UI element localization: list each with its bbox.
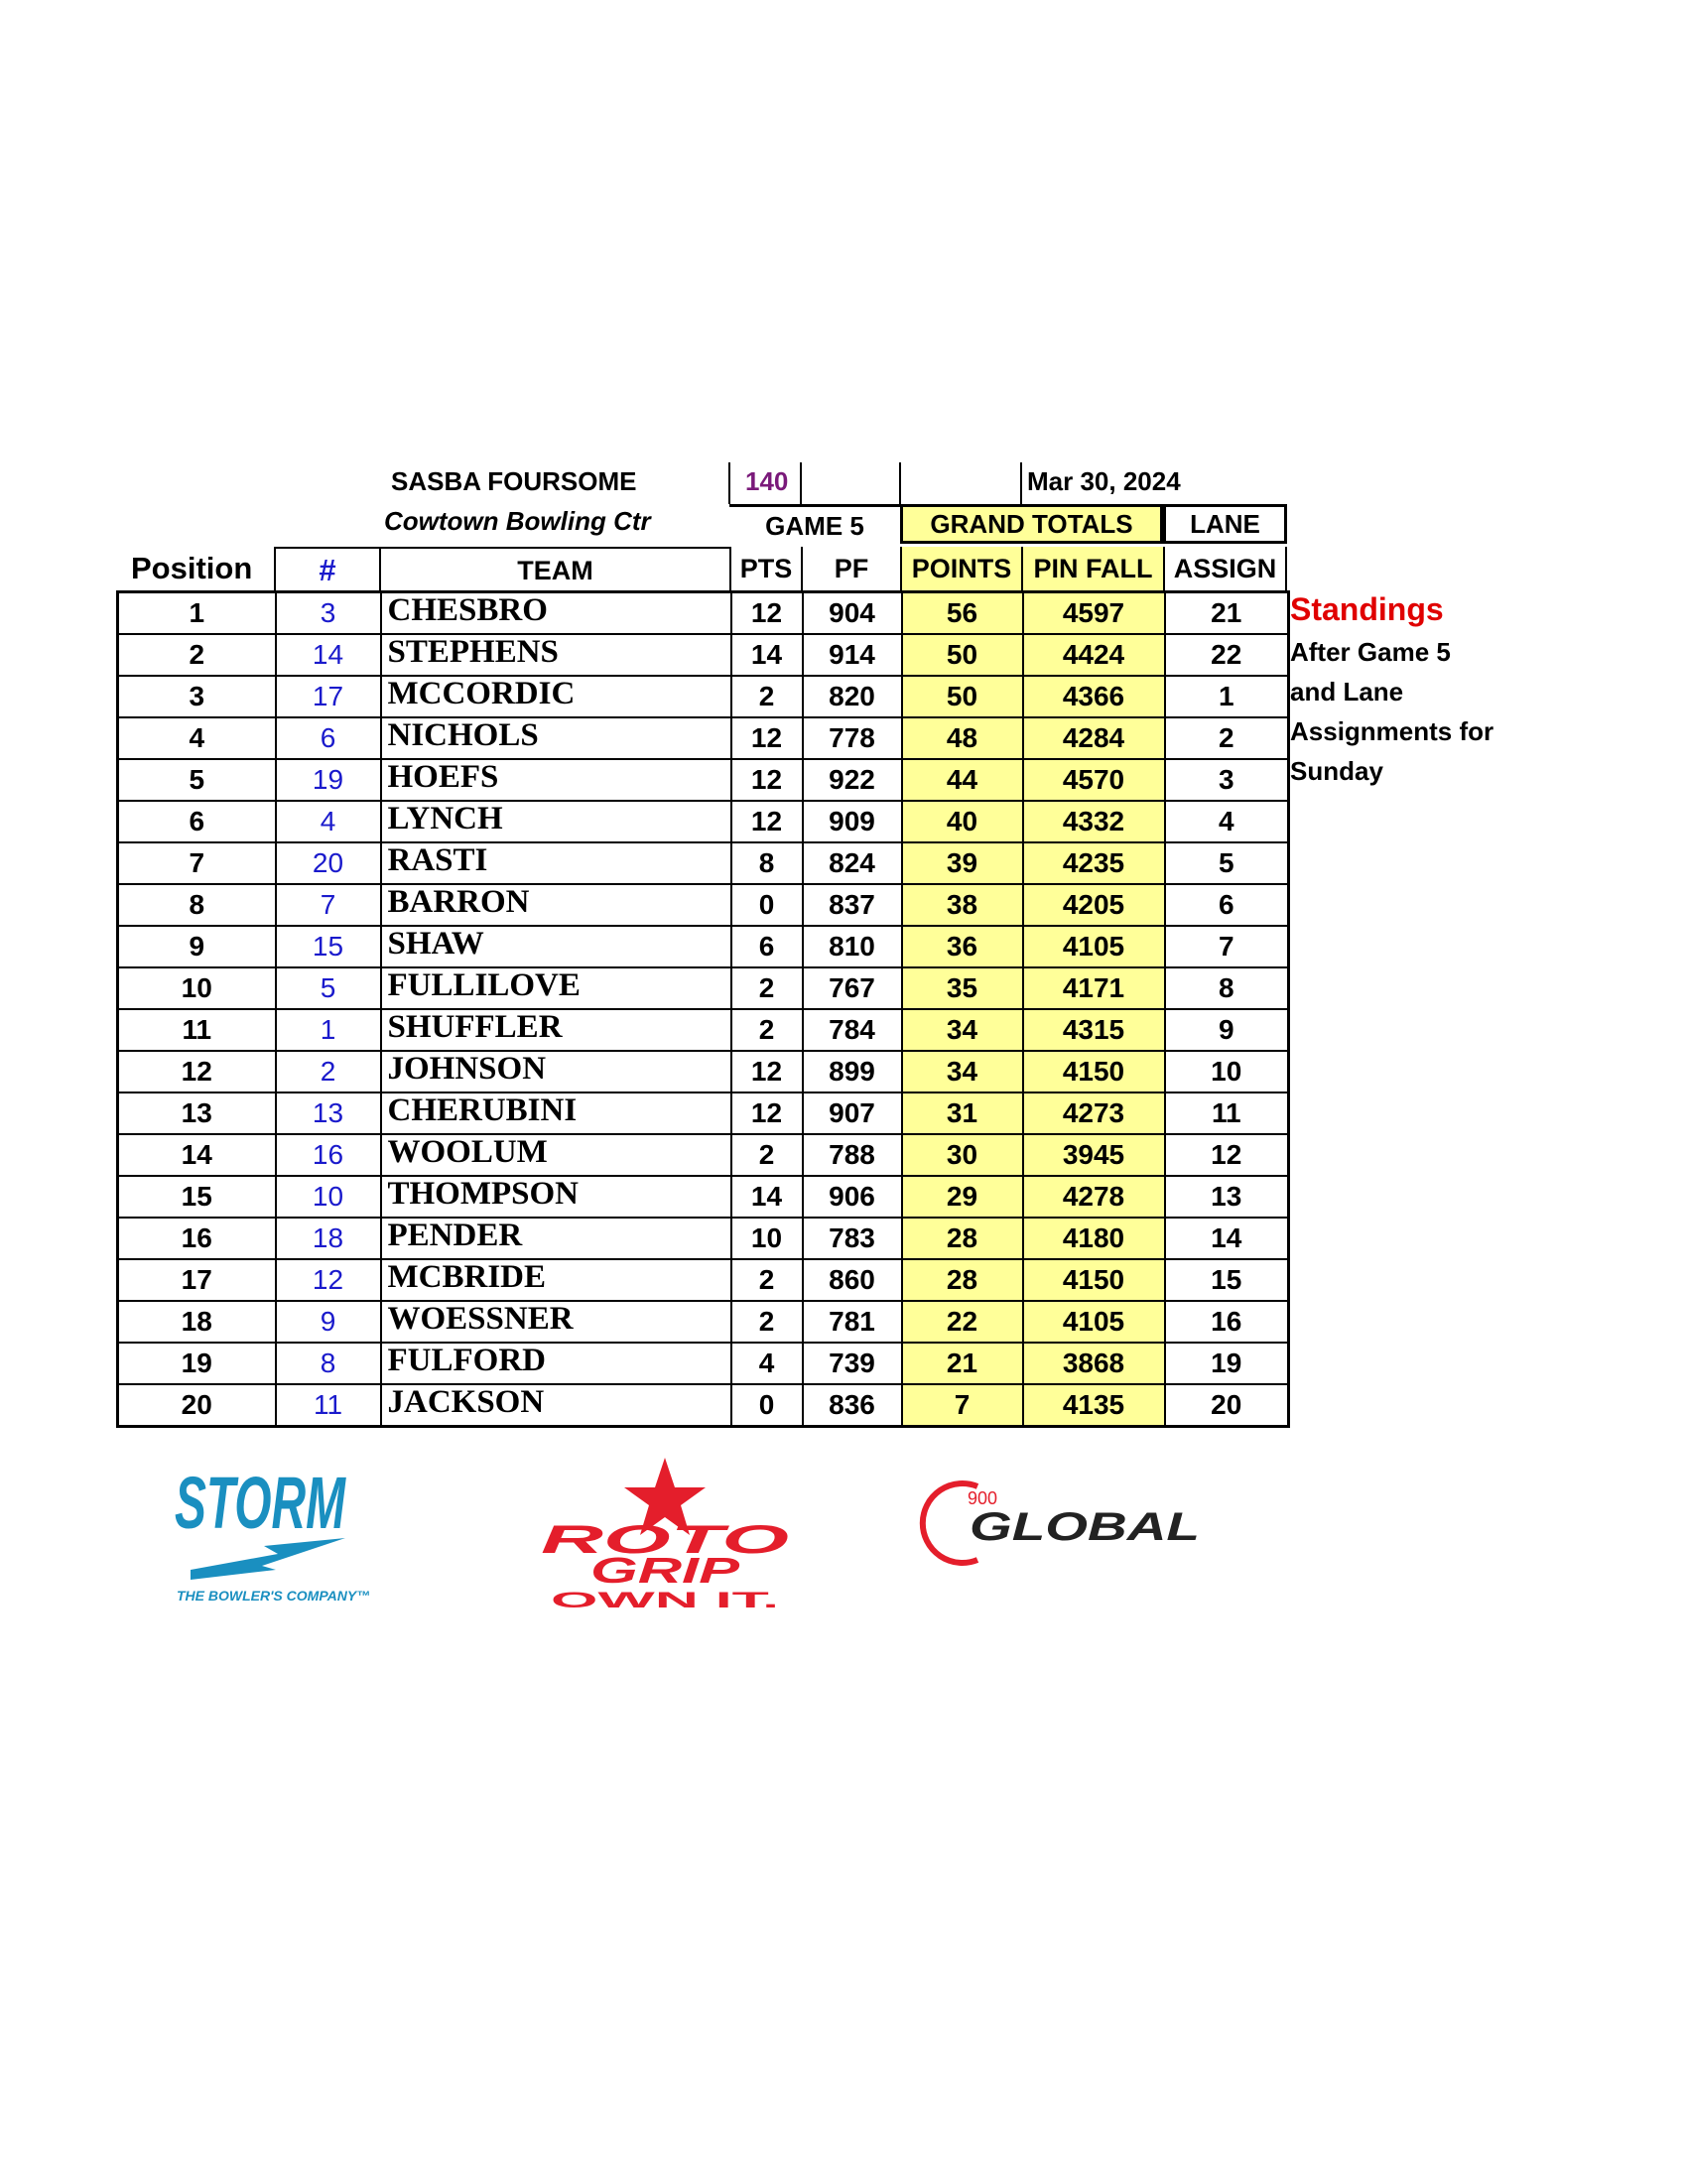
team-name-cell: FULLILOVE [381, 967, 731, 1009]
column-header-points: POINTS [900, 547, 1021, 590]
team-name-cell: RASTI [381, 842, 731, 884]
pts-cell: 8 [731, 842, 803, 884]
table-row [118, 759, 1289, 801]
team-name-cell: SHAW [381, 926, 731, 967]
lane-assign-cell: 3 [1165, 759, 1289, 801]
position-cell: 13 [118, 1092, 276, 1134]
team-name-cell: WOOLUM [381, 1134, 731, 1176]
position-cell: 1 [118, 592, 276, 635]
lane-assign-cell: 1 [1165, 676, 1289, 717]
side-note-line: After Game 5 [1290, 637, 1451, 667]
column-header-position: Position [131, 551, 253, 585]
position-cell: 5 [118, 759, 276, 801]
lane-group-header: LANE [1163, 504, 1287, 544]
position-cell: 15 [118, 1176, 276, 1218]
pin-fall-cell: 4180 [1023, 1218, 1165, 1259]
pf-cell: 824 [803, 842, 902, 884]
bowling-center-name: Cowtown Bowling Ctr [384, 506, 651, 536]
team-name-cell: SHUFFLER [381, 1009, 731, 1051]
team-name-cell: STEPHENS [381, 634, 731, 676]
position-cell: 2 [118, 634, 276, 676]
column-header-assign: ASSIGN [1163, 547, 1287, 590]
storm-logo-graphic [169, 1459, 371, 1617]
pf-cell: 837 [803, 884, 902, 926]
column-header-pts: PTS [729, 547, 801, 590]
pf-cell: 907 [803, 1092, 902, 1134]
table-row [118, 717, 1289, 759]
pin-fall-cell: 4105 [1023, 926, 1165, 967]
game-group-header: GAME 5 [729, 504, 900, 544]
pts-cell: 6 [731, 926, 803, 967]
pf-cell: 788 [803, 1134, 902, 1176]
900-label: 900 [968, 1488, 998, 1508]
pf-cell: 739 [803, 1343, 902, 1384]
storm-tagline: THE BOWLER'S COMPANY™ [177, 1588, 371, 1604]
pf-cell: 899 [803, 1051, 902, 1092]
lane-assign-cell: 22 [1165, 634, 1289, 676]
pf-cell: 810 [803, 926, 902, 967]
lane-assign-cell: 6 [1165, 884, 1289, 926]
pf-cell: 783 [803, 1218, 902, 1259]
table-row [118, 1009, 1289, 1051]
pf-cell: 904 [803, 592, 902, 635]
pin-fall-cell: 4150 [1023, 1051, 1165, 1092]
pts-cell: 2 [731, 1134, 803, 1176]
side-note-line: and Lane [1290, 677, 1404, 707]
pf-cell: 922 [803, 759, 902, 801]
grand-points-cell: 50 [902, 634, 1023, 676]
grand-points-cell: 7 [902, 1384, 1023, 1427]
pin-fall-cell: 4150 [1023, 1259, 1165, 1301]
position-cell: 10 [118, 967, 276, 1009]
table-row [118, 676, 1289, 717]
divider-line [899, 462, 901, 504]
team-number-cell: 10 [276, 1176, 381, 1218]
pf-cell: 836 [803, 1384, 902, 1427]
team-number-cell: 8 [276, 1343, 381, 1384]
pts-cell: 12 [731, 592, 803, 635]
team-name-cell: WOESSNER [381, 1301, 731, 1343]
team-name-cell: MCBRIDE [381, 1259, 731, 1301]
team-number-cell: 1 [276, 1009, 381, 1051]
lane-assign-cell: 9 [1165, 1009, 1289, 1051]
grand-totals-group-header: GRAND TOTALS [900, 504, 1163, 544]
team-number-cell: 15 [276, 926, 381, 967]
pts-cell: 4 [731, 1343, 803, 1384]
table-row [118, 1134, 1289, 1176]
divider-line [800, 462, 802, 504]
team-name-cell: JACKSON [381, 1384, 731, 1427]
pf-cell: 906 [803, 1176, 902, 1218]
pts-cell: 2 [731, 1009, 803, 1051]
pin-fall-cell: 4205 [1023, 884, 1165, 926]
league-title: SASBA FOURSOME [391, 466, 637, 496]
pin-fall-cell: 4424 [1023, 634, 1165, 676]
table-row [118, 1092, 1289, 1134]
team-number-cell: 17 [276, 676, 381, 717]
position-cell: 8 [118, 884, 276, 926]
pin-fall-cell: 4278 [1023, 1176, 1165, 1218]
grand-points-cell: 30 [902, 1134, 1023, 1176]
league-code: 140 [745, 466, 789, 496]
pf-cell: 784 [803, 1009, 902, 1051]
table-row [118, 1176, 1289, 1218]
team-name-cell: FULFORD [381, 1343, 731, 1384]
grand-points-cell: 38 [902, 884, 1023, 926]
pts-cell: 14 [731, 634, 803, 676]
position-cell: 3 [118, 676, 276, 717]
table-row [118, 884, 1289, 926]
position-cell: 6 [118, 801, 276, 842]
pts-cell: 0 [731, 884, 803, 926]
pf-cell: 767 [803, 967, 902, 1009]
lane-assign-cell: 16 [1165, 1301, 1289, 1343]
team-number-cell: 11 [276, 1384, 381, 1427]
table-row [118, 1051, 1289, 1092]
pin-fall-cell: 4315 [1023, 1009, 1165, 1051]
lane-assign-cell: 8 [1165, 967, 1289, 1009]
team-number-cell: 5 [276, 967, 381, 1009]
pin-fall-cell: 4366 [1023, 676, 1165, 717]
table-row [118, 842, 1289, 884]
pin-fall-cell: 4171 [1023, 967, 1165, 1009]
side-note-line: Sunday [1290, 756, 1383, 786]
lane-assign-cell: 12 [1165, 1134, 1289, 1176]
position-cell: 7 [118, 842, 276, 884]
lane-assign-cell: 13 [1165, 1176, 1289, 1218]
lane-assign-cell: 4 [1165, 801, 1289, 842]
pts-cell: 2 [731, 967, 803, 1009]
team-number-cell: 6 [276, 717, 381, 759]
table-row [118, 926, 1289, 967]
team-name-cell: BARRON [381, 884, 731, 926]
grand-points-cell: 35 [902, 967, 1023, 1009]
position-cell: 20 [118, 1384, 276, 1427]
lane-assign-cell: 2 [1165, 717, 1289, 759]
pts-cell: 12 [731, 1092, 803, 1134]
lane-assign-cell: 14 [1165, 1218, 1289, 1259]
grand-points-cell: 21 [902, 1343, 1023, 1384]
lane-assign-cell: 19 [1165, 1343, 1289, 1384]
900-global-logo-graphic [938, 1478, 1216, 1568]
team-name-cell: PENDER [381, 1218, 731, 1259]
pin-fall-cell: 4570 [1023, 759, 1165, 801]
pts-cell: 12 [731, 801, 803, 842]
grand-points-cell: 40 [902, 801, 1023, 842]
storm-logo [169, 1459, 371, 1617]
pf-cell: 778 [803, 717, 902, 759]
table-row [118, 634, 1289, 676]
report-date: Mar 30, 2024 [1027, 466, 1181, 496]
grip-wordmark: GRIP [590, 1550, 741, 1591]
team-number-cell: 18 [276, 1218, 381, 1259]
storm-wordmark: STORM [175, 1462, 346, 1544]
table-row [118, 801, 1289, 842]
table-row [118, 967, 1289, 1009]
pin-fall-cell: 4273 [1023, 1092, 1165, 1134]
pf-cell: 909 [803, 801, 902, 842]
lane-assign-cell: 10 [1165, 1051, 1289, 1092]
team-number-cell: 2 [276, 1051, 381, 1092]
position-cell: 11 [118, 1009, 276, 1051]
pf-cell: 820 [803, 676, 902, 717]
team-number-cell: 9 [276, 1301, 381, 1343]
grand-points-cell: 28 [902, 1218, 1023, 1259]
position-cell: 9 [118, 926, 276, 967]
team-name-cell: NICHOLS [381, 717, 731, 759]
roto-wordmark: ROTO [541, 1518, 789, 1562]
position-cell: 12 [118, 1051, 276, 1092]
lane-assign-cell: 11 [1165, 1092, 1289, 1134]
table-row [118, 1259, 1289, 1301]
grand-points-cell: 34 [902, 1051, 1023, 1092]
table-row [118, 1301, 1289, 1343]
pin-fall-cell: 4235 [1023, 842, 1165, 884]
divider-line [728, 462, 730, 504]
pin-fall-cell: 4105 [1023, 1301, 1165, 1343]
pts-cell: 12 [731, 759, 803, 801]
pts-cell: 2 [731, 1259, 803, 1301]
table-row [118, 1218, 1289, 1259]
grand-points-cell: 22 [902, 1301, 1023, 1343]
team-number-cell: 12 [276, 1259, 381, 1301]
standings-table [116, 590, 1290, 1428]
grand-points-cell: 50 [902, 676, 1023, 717]
team-name-cell: CHESBRO [381, 592, 731, 635]
pin-fall-cell: 3868 [1023, 1343, 1165, 1384]
grand-points-cell: 34 [902, 1009, 1023, 1051]
pts-cell: 14 [731, 1176, 803, 1218]
team-number-cell: 16 [276, 1134, 381, 1176]
team-number-cell: 13 [276, 1092, 381, 1134]
team-number-cell: 14 [276, 634, 381, 676]
divider-line [1020, 462, 1022, 504]
grand-points-cell: 36 [902, 926, 1023, 967]
table-row [118, 1384, 1289, 1427]
grand-points-cell: 39 [902, 842, 1023, 884]
team-name-cell: JOHNSON [381, 1051, 731, 1092]
standings-heading: Standings [1290, 591, 1444, 627]
table-row [118, 1343, 1289, 1384]
lane-assign-cell: 21 [1165, 592, 1289, 635]
team-name-cell: CHERUBINI [381, 1092, 731, 1134]
pf-cell: 781 [803, 1301, 902, 1343]
pts-cell: 0 [731, 1384, 803, 1427]
grand-points-cell: 28 [902, 1259, 1023, 1301]
lane-assign-cell: 15 [1165, 1259, 1289, 1301]
pin-fall-cell: 4332 [1023, 801, 1165, 842]
team-name-cell: MCCORDIC [381, 676, 731, 717]
grand-points-cell: 44 [902, 759, 1023, 801]
team-number-cell: 4 [276, 801, 381, 842]
pf-cell: 860 [803, 1259, 902, 1301]
team-name-cell: HOEFS [381, 759, 731, 801]
global-wordmark: GLOBAL [970, 1505, 1200, 1549]
pts-cell: 10 [731, 1218, 803, 1259]
position-cell: 17 [118, 1259, 276, 1301]
lane-assign-cell: 7 [1165, 926, 1289, 967]
team-number-cell: 7 [276, 884, 381, 926]
pts-cell: 12 [731, 717, 803, 759]
position-cell: 19 [118, 1343, 276, 1384]
pin-fall-cell: 4284 [1023, 717, 1165, 759]
roto-grip-logo-graphic [531, 1454, 799, 1612]
pin-fall-cell: 4597 [1023, 592, 1165, 635]
column-header-number: # [274, 547, 379, 590]
team-name-cell: THOMPSON [381, 1176, 731, 1218]
pts-cell: 2 [731, 676, 803, 717]
lightning-bolt-icon [191, 1538, 345, 1580]
team-name-cell: LYNCH [381, 801, 731, 842]
column-header-pin-fall: PIN FALL [1021, 547, 1163, 590]
table-row [118, 592, 1289, 635]
pin-fall-cell: 3945 [1023, 1134, 1165, 1176]
grand-points-cell: 48 [902, 717, 1023, 759]
position-cell: 4 [118, 717, 276, 759]
lane-assign-cell: 5 [1165, 842, 1289, 884]
pin-fall-cell: 4135 [1023, 1384, 1165, 1427]
position-cell: 16 [118, 1218, 276, 1259]
roto-grip-tagline: OWN IT. [551, 1588, 779, 1612]
grand-points-cell: 31 [902, 1092, 1023, 1134]
900-global-logo [938, 1478, 1216, 1568]
roto-grip-logo [531, 1454, 799, 1612]
pts-cell: 12 [731, 1051, 803, 1092]
lane-assign-cell: 20 [1165, 1384, 1289, 1427]
pts-cell: 2 [731, 1301, 803, 1343]
team-number-cell: 3 [276, 592, 381, 635]
team-number-cell: 19 [276, 759, 381, 801]
column-header-pf: PF [801, 547, 900, 590]
grand-points-cell: 56 [902, 592, 1023, 635]
grand-points-cell: 29 [902, 1176, 1023, 1218]
column-header-team: TEAM [379, 547, 729, 590]
side-note-line: Assignments for [1290, 716, 1494, 746]
position-cell: 14 [118, 1134, 276, 1176]
pf-cell: 914 [803, 634, 902, 676]
team-number-cell: 20 [276, 842, 381, 884]
position-cell: 18 [118, 1301, 276, 1343]
